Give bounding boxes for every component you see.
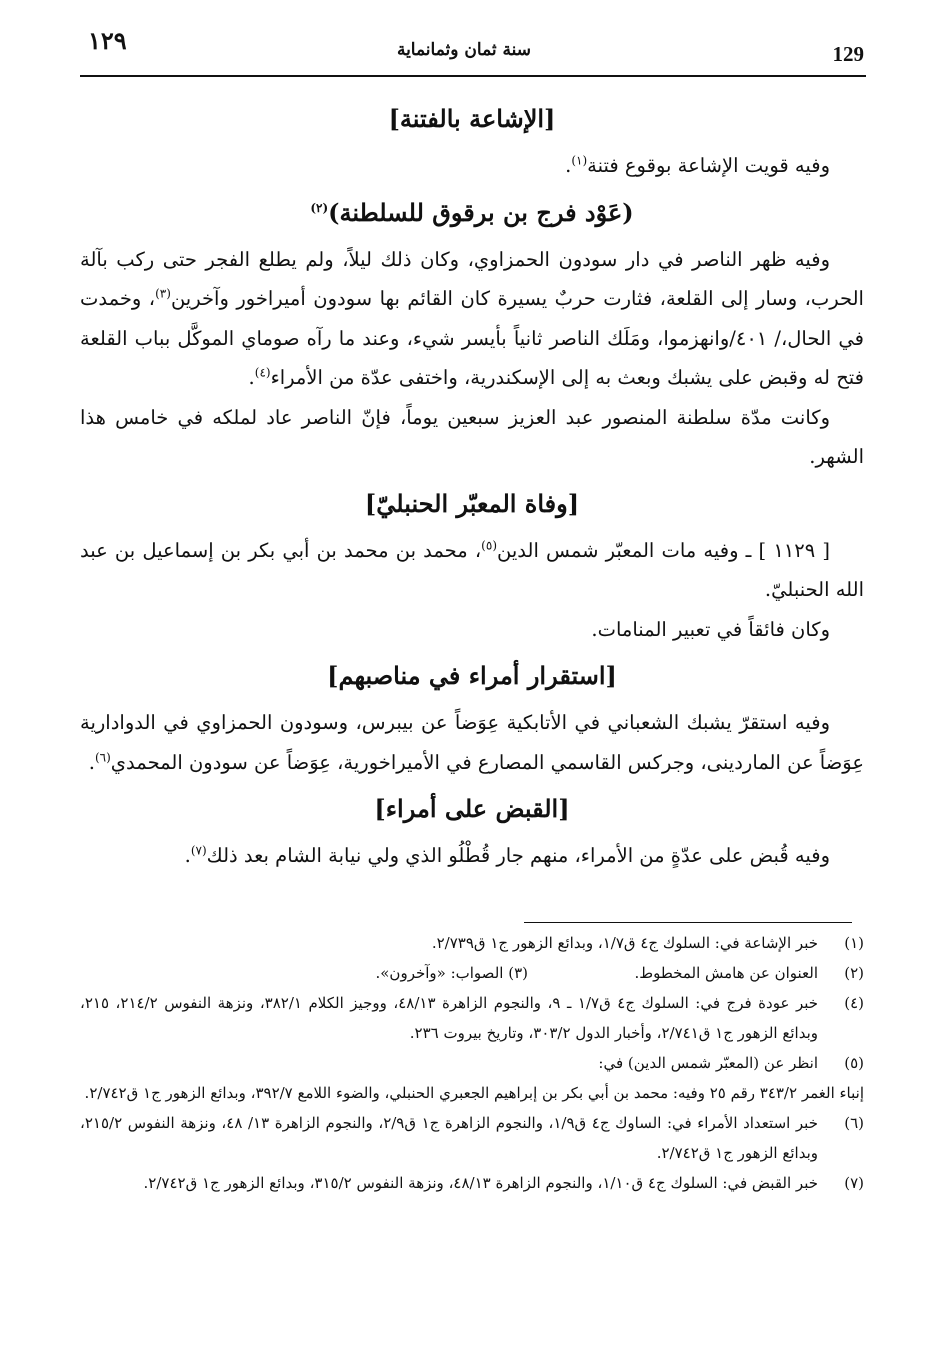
header-rule: [80, 75, 866, 77]
section-title-emirs-posts: [استقرار أمراء في مناصبهم]: [327, 661, 617, 690]
page-number-latin: 129: [832, 42, 864, 66]
footnote-ref: (٦): [94, 750, 111, 764]
footnote-ref: (٤): [254, 365, 271, 380]
paragraph-emirs-posts: وفيه استقرّ يشبك الشعباني في الأتابكية عِوَضاً عن بيبرس، وسودون الحمزاوي في الدوادارية عِوَضاً عن الماردينى، وجركس القاسمي المصارع في الأميراخورية، عِوَضاً عن سودون المحمدي$^{(٦)}$.: [80, 711, 864, 774]
section-title-death-hanbali: [وفاة المعبّر الحنبليّ]: [364, 488, 580, 518]
footnote-ref: (٣): [155, 286, 171, 301]
footnote-5-continuation: إنباء الغمر ٣٤٣/٢ رقم ٢٥ وفيه: محمد بن أبي بكر بن إبراهيم الجعبري الحنبلي، والضوء اللامع ٣٩٢/٧، وبدائع الزهور ج١ ق٢/٧٤٢.: [84, 1084, 864, 1102]
running-title: سنة ثمان وثمانماية: [396, 40, 532, 60]
section-title-faraj-return: (عَوْد فرج بن برقوق للسلطنة)$^{(٢)}$: [310, 197, 634, 227]
footnote-ref: (١): [571, 153, 588, 168]
paragraph-death-entry: [ ١١٢٩ ] ـ وفيه مات المعبّر شمس الدين$^{(٥)}$، محمد بن محمد بن أبي بكر بن إسماعيل بن عبد الله الحنبليّ.: [80, 538, 864, 601]
section-title-arrest: [القبض على أمراء]: [374, 794, 570, 823]
paragraph-arrest: وفيه قُبض على عدّةٍ من الأمراء، منهم جار قُطْلُو الذي ولي نيابة الشام بعد ذلك$^{(٧)}$.: [184, 843, 830, 867]
footnote-ref: (٢): [310, 200, 329, 215]
footnote-5: (٥) انظر عن (المعبّر شمس الدين) في:: [598, 1054, 864, 1072]
footnote-7: (٧) خبر القبض في: السلوك ج٤ ق١/١٠، والنجوم الزاهرة ٤٨/١٣، ونزهة النفوس ٣١٥/٢، وبدائع الزهور ج١ ق٢/٧٤٢.: [143, 1174, 864, 1192]
footnote-6: (٦) خبر استعداد الأمراء في: الساوك ج٤ ق١/٩، والنجوم الزاهرة ج١ ق٢/٩، والنجوم الزاهرة ١٣/ ٤٨، ونزهة النفوس ٢١٥/٢، وبدائع الزهور ج١ ق٢/٧٤٢.: [80, 1114, 864, 1162]
footnote-2-3: (٢) العنوان عن هامش المخطوط. (٣) الصواب: «وآخرون».: [375, 964, 864, 982]
footnotes: [80, 928, 864, 1198]
footnote-ref: (٧): [190, 843, 207, 858]
footnote-ref: (٥): [481, 538, 497, 552]
paragraph-dream-interpretation: وكان فائقاً في تعبير المنامات.: [591, 617, 830, 641]
paragraph-sultanate-duration: وكانت مدّة سلطنة المنصور عبد العزيز سبعين يوماً، فإنّ الناصر عاد لملكه في خامس هذا الشهر.: [80, 405, 864, 468]
paragraph-faraj-return: وفيه ظهر الناصر في دار سودون الحمزاوي، وكان ذلك ليلاً، ولم يطلع الفجر حتى ركب بآلة الحرب، وسار إلى القلعة، فثارت حربٌ يسيرة كان القائم بها سودون أميراخور وآخرين$^{(٣)}$، وخمدت في الحال،/ ٤٠١/وانهزموا، ومَلَك الناصر ثانياً بأيسر شيء، وعند ما رآه صوماي الموكَّل بباب القلعة فتح له وقبض على يشبك وبعث به إلى الإسكندرية، واختفى عدّة من الأمراء$^{(٤)}$.: [80, 247, 864, 389]
footnote-rule: [524, 922, 852, 923]
footnote-4: (٤) خبر عودة فرج في: السلوك ج٤ ق١/٧ ـ ٩، والنجوم الزاهرة ٤٨/١٣، ووجيز الكلام ٣٨٢/١، ونزهة النفوس ٢١٤/٢، ٢١٥، وبدائع الزهور ج١ ق٢/٧٤١، وأخبار الدول ٣٠٣/٢، وتاريخ بيروت ٢٣٦.: [80, 994, 864, 1042]
main-text: [80, 92, 864, 876]
paragraph-rumor: وفيه قويت الإشاعة بوقوع فتنة$^{(١)}$.: [565, 153, 830, 177]
footnote-1: (١) خبر الإشاعة في: السلوك ج٤ ق١/٧، وبدائع الزهور ج١ ق٢/٧٣٩.: [431, 934, 864, 952]
page-number-arabic: ١٢٩: [88, 26, 127, 55]
section-title-rumor: [الإشاعة بالفتنة]: [388, 104, 556, 133]
